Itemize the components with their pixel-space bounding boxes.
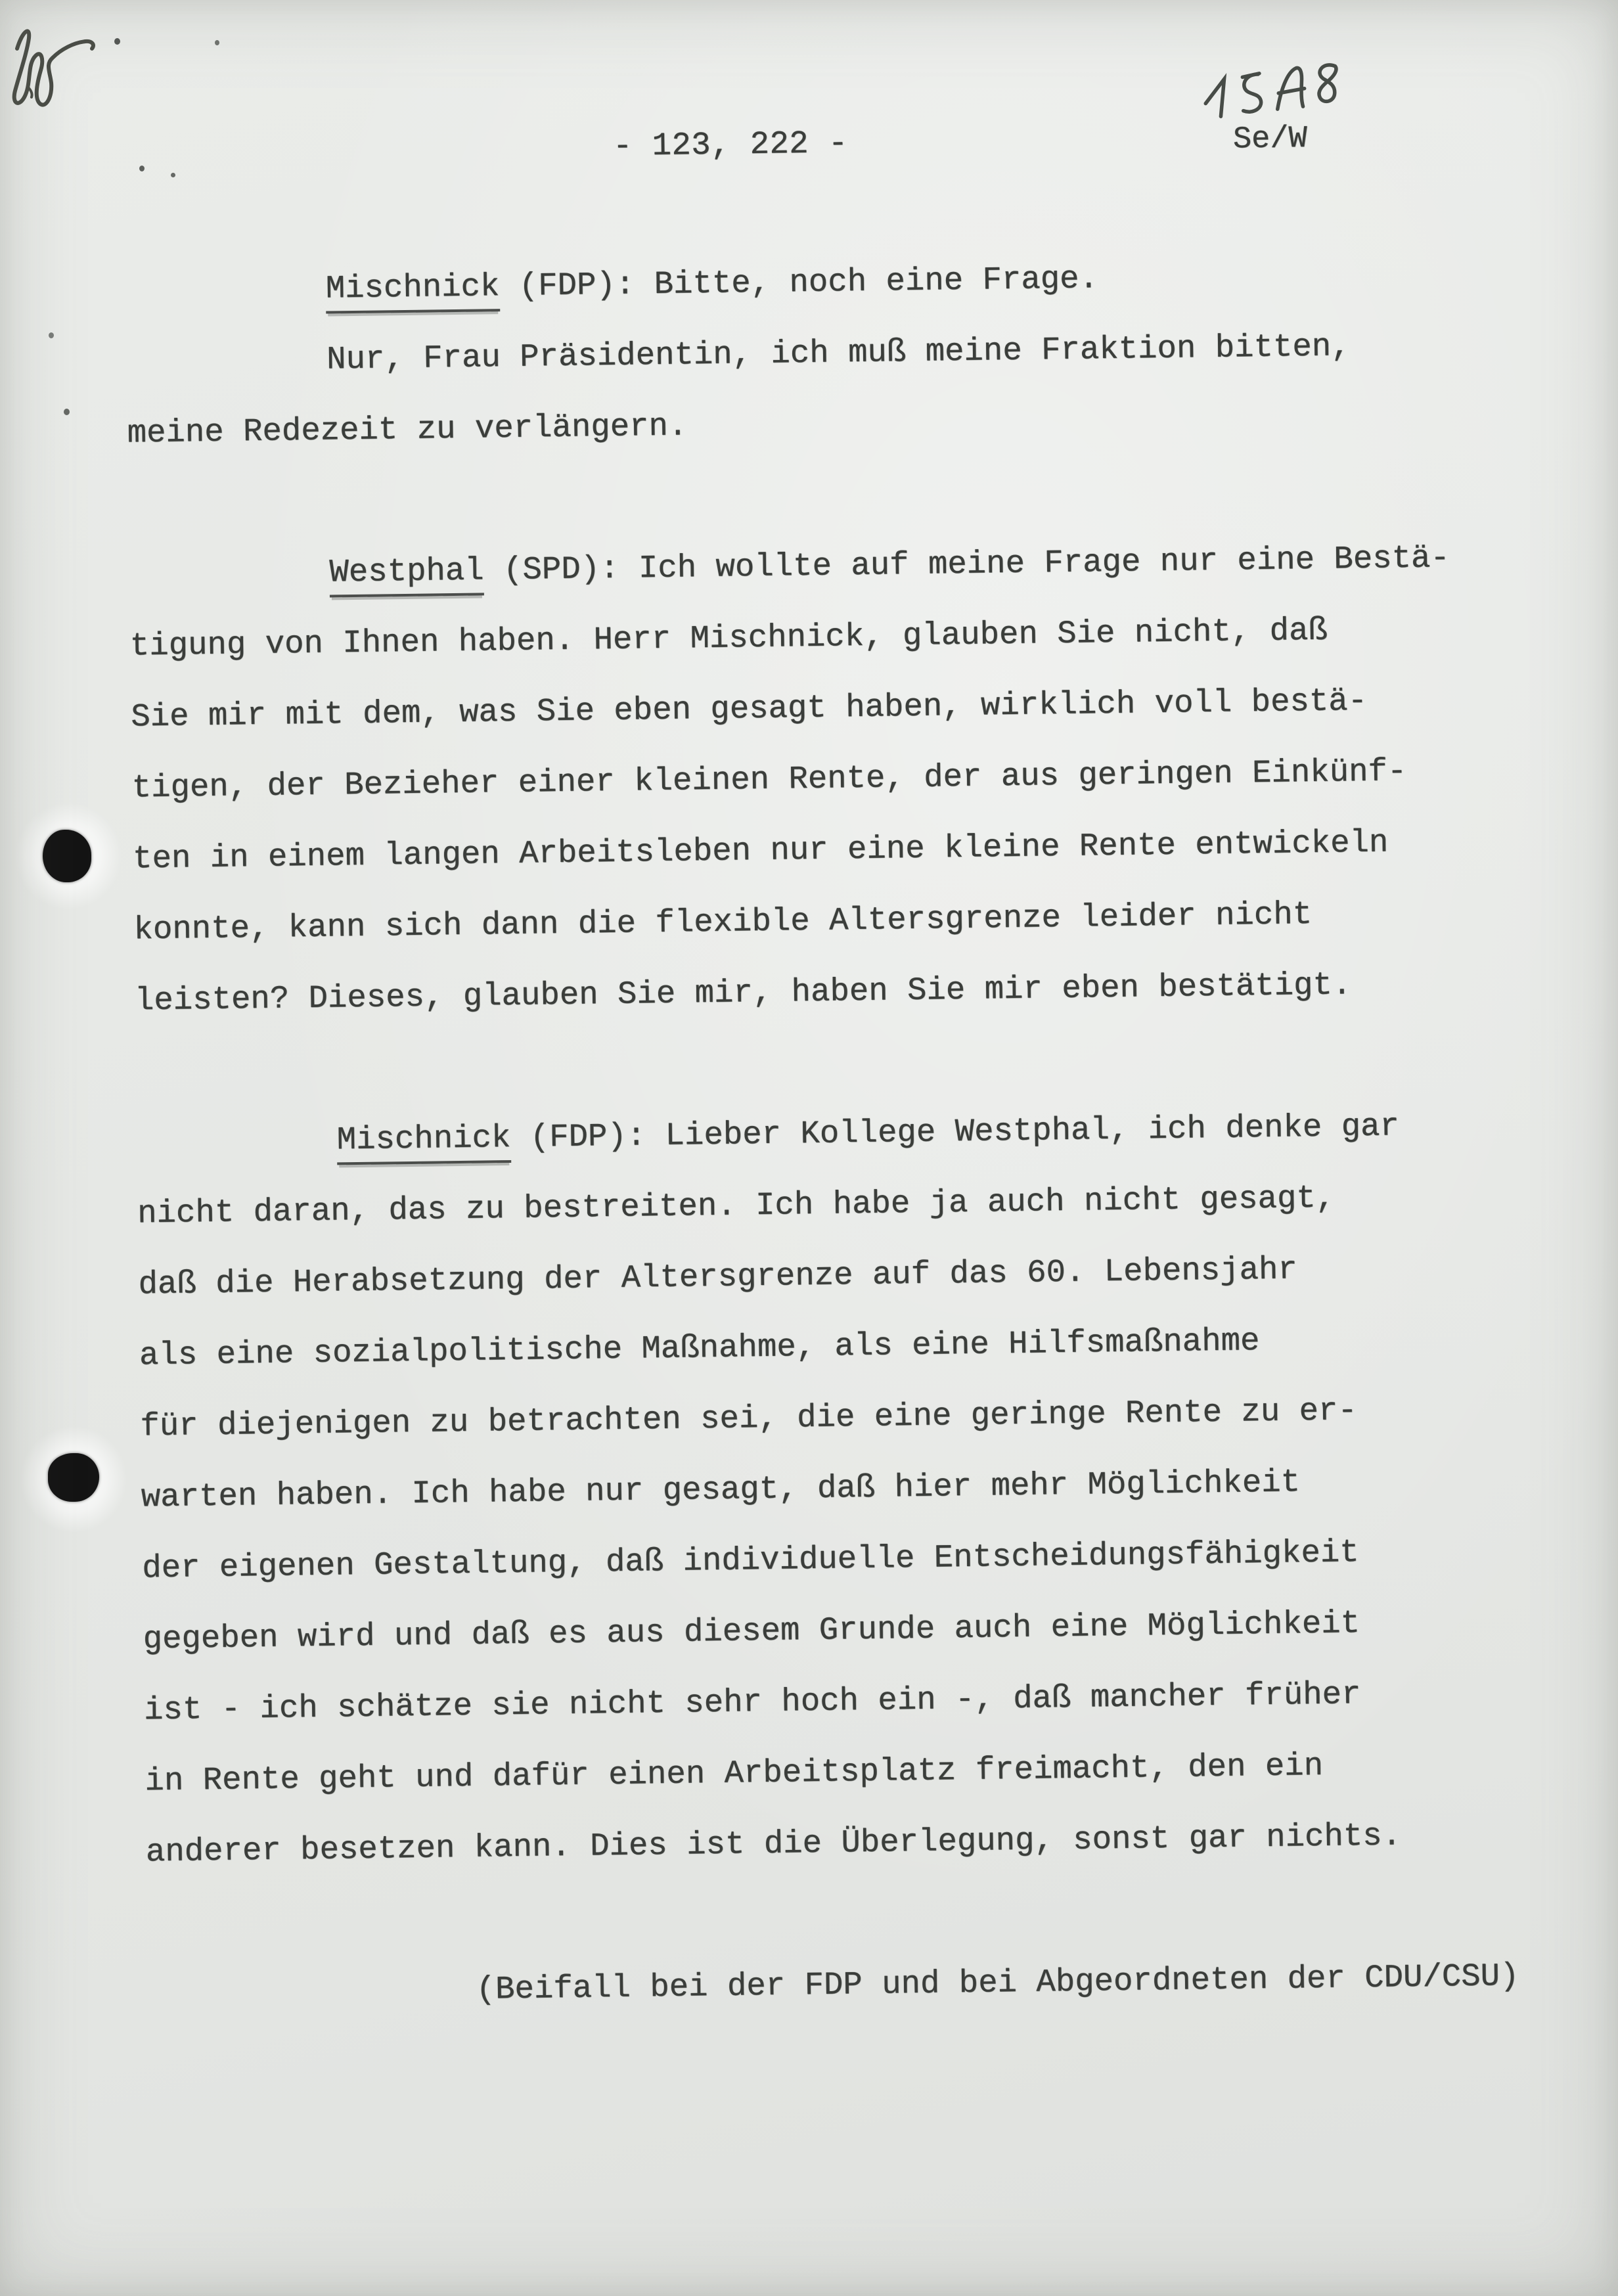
page-number: - 123, 222 - — [612, 125, 849, 165]
typed-line: daß die Herabsetzung der Altersgrenze auf das 60. Lebensjahr — [138, 1251, 1298, 1303]
speaker-name: Mischnick — [325, 268, 499, 313]
typed-line: gegeben wird und daß es aus diesem Grunde auch eine Möglichkeit — [143, 1605, 1360, 1658]
speech-text: (FDP): Lieber Kollege Westphal, ich denke gar — [510, 1108, 1400, 1156]
speech-paragraph — [136, 1089, 1532, 1888]
typed-line: Sie mir mit dem, was Sie eben gesagt haben, wirklich voll bestä- — [130, 682, 1368, 736]
typed-line: tigen, der Bezieher einer kleinen Rente, der aus geringen Einkünf- — [131, 753, 1407, 807]
typed-line: warten haben. Ich habe nur gesagt, daß hier mehr Möglichkeit — [141, 1464, 1301, 1516]
handwritten-scribble — [4, 8, 116, 126]
speaker-name: Mischnick — [336, 1119, 510, 1165]
speech-text: (FDP): Bitte, noch eine Frage. — [499, 260, 1099, 305]
typed-line: anderer besetzen kann. Dies ist die Überlegung, sonst gar nichts. — [145, 1817, 1402, 1871]
typist-initials: Se/W — [1232, 121, 1308, 158]
punch-hole-cutout — [48, 1453, 99, 1502]
typed-line: der eigenen Gestaltung, daß individuelle Entscheidungsfähigkeit — [141, 1534, 1359, 1587]
ink-speck — [215, 40, 219, 45]
ink-speck — [49, 332, 54, 338]
speaker-name: Westphal — [329, 552, 484, 597]
ink-speck — [64, 409, 70, 415]
speech-text: (SPD): Ich wollte auf meine Frage nur eine Bestä- — [483, 539, 1450, 589]
typed-line: in Rente geht und dafür einen Arbeitsplatz freimacht, den ein — [145, 1747, 1324, 1800]
typed-line: nicht daran, das zu bestreiten. Ich habe ja auch nicht gesagt, — [137, 1179, 1336, 1232]
ink-speck — [139, 166, 145, 171]
typed-line: tigung von Ihnen haben. Herr Mischnick, glauben Sie nicht, daß — [129, 612, 1328, 665]
speech-paragraph — [129, 522, 1521, 1037]
speech-paragraph — [125, 238, 1514, 469]
typed-line: meine Redezeit zu verlängern. — [127, 407, 688, 452]
typed-line: leisten? Dieses, glauben Sie mir, haben Sie mir eben bestätigt. — [134, 966, 1352, 1020]
typed-line: ten in einem langen Arbeitsleben nur eine kleine Rente entwickeln — [132, 824, 1389, 878]
typed-line: Nur, Frau Präsidentin, ich muß meine Fraktion bitten, — [326, 328, 1351, 378]
transcript-body — [125, 238, 1534, 2029]
punch-hole-cutout — [43, 830, 91, 882]
typed-line: als eine sozialpolitische Maßnahme, als eine Hilfsmaßnahme — [139, 1322, 1260, 1374]
typed-line: konnte, kann sich dann die flexible Altersgrenze leider nicht — [133, 895, 1313, 949]
typed-line: für diejenigen zu betrachten sei, die eine geringe Rente zu er- — [140, 1392, 1358, 1445]
typed-line: ist - ich schätze sie nicht sehr hoch ein -, daß mancher früher — [143, 1676, 1361, 1729]
applause-note: (Beifall bei der FDP und bei Abgeordneten der CDU/CSU) — [476, 1957, 1519, 2008]
ink-speck — [171, 173, 175, 177]
